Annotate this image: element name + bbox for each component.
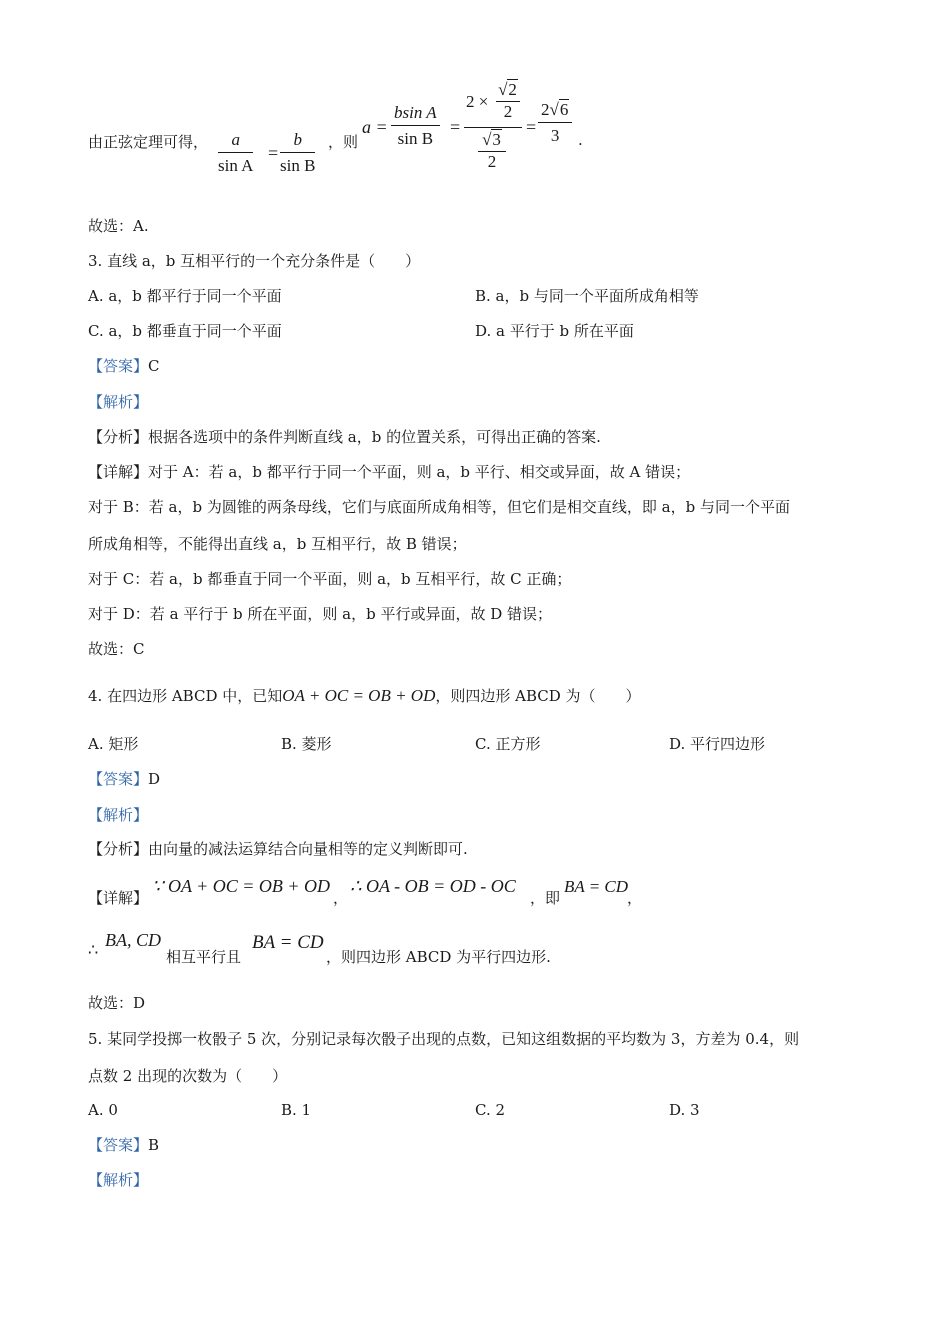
q3-detail-line-3: 所成角相等，不能得出直线 a，b 互相平行，故 B 错误； [88,535,467,553]
sine-rule-end: . [578,131,583,149]
sine-rule-prefix: 由正弦定理可得， [88,133,209,151]
fraction-bsinA-over-sinB: $\frac{\text{bsin A}}{\text{sin B}}$ [391,103,440,149]
q4-option-d: D. 平行四边形 [669,735,766,753]
q2-choice: 故选：A. [88,217,149,235]
q3-choice: 故选：C [88,640,145,658]
compound-main-bar [464,127,522,128]
q4-stem: 4. 在四边形 ABCD 中，已知OA + OC = OB + OD，则四边形 ABCD 为（ ） [88,686,641,705]
equals-sign: = [268,143,279,163]
q4-choice: 故选：D [88,994,146,1012]
q5-analysis-tag: 【解析】 [88,1171,149,1189]
q3-answer: 【答案】C [88,357,160,375]
q5-option-b: B. 1 [281,1101,312,1119]
q3-option-d: D. a 平行于 b 所在平面 [475,322,634,340]
q3-fenxi: 【分析】根据各选项中的条件判断直线 a，b 的位置关系，可得出正确的答案. [88,428,601,446]
equals-sign: = [526,117,537,137]
q3-option-a: A. a，b 都平行于同一个平面 [88,287,282,305]
q4-answer: 【答案】D [88,770,161,788]
fraction-2sqrt6-over-3: $\frac{2√6}{3}$ [538,100,572,146]
q3-stem: 3. 直线 a，b 互相平行的一个充分条件是（ ） [88,252,421,270]
q3-detail-line-4: 对于 C：若 a，b 都垂直于同一个平面，则 a，b 互相平行，故 C 正确； [88,570,572,588]
q5-option-d: D. 3 [669,1101,700,1119]
q5-stem-line-2: 点数 2 出现的次数为（ ） [88,1067,288,1085]
compound-num-coef: 2 × [466,92,489,111]
q3-detail-line-1: 【详解】对于 A：若 a，b 都平行于同一个平面，则 a，b 平行、相交或异面，故 A 错误； [88,463,691,481]
q4-analysis-tag: 【解析】 [88,806,149,824]
q3-analysis-tag: 【解析】 [88,393,149,411]
fraction-a-over-sinA: $\frac{a}{\text{sin A}}$ [218,130,254,175]
q3-option-b: B. a，b 与同一个平面所成角相等 [475,287,699,305]
q3-detail-line-2: 对于 B：若 a，b 为圆锥的两条母线，它们与底面所成角相等，但它们是相交直线，即 a，b 与同一个平面 [88,498,790,516]
fraction-b-over-sinB: $\frac{b}{\text{sin B}}$ [280,130,316,175]
compound-den-inner-fraction: √3 2 [478,130,506,172]
equals-sign: = [450,117,461,137]
q4-fenxi: 【分析】由向量的减法运算结合向量相等的定义判断即可. [88,840,468,858]
q5-answer: 【答案】B [88,1136,160,1154]
q5-stem-line-1: 5. 某同学投掷一枚骰子 5 次，分别记录每次骰子出现的点数，已知这组数据的平均数为 3，方差为 0.4，则 [88,1030,800,1048]
q4-option-b: B. 菱形 [281,735,332,753]
q4-option-c: C. 正方形 [475,735,541,753]
sine-rule-then: ，则 [328,133,359,151]
compound-num-inner-fraction: √2 2 [496,80,520,122]
q5-option-a: A. 0 [88,1101,118,1119]
q5-option-c: C. 2 [475,1101,506,1119]
q3-detail-line-5: 对于 D：若 a 平行于 b 所在平面，则 a，b 平行或异面，故 D 错误； [88,605,553,623]
compound-fraction [464,80,522,184]
q3-option-c: C. a，b 都垂直于同一个平面 [88,322,282,340]
lhs-a: a = [362,117,388,137]
q4-option-a: A. 矩形 [88,735,139,753]
